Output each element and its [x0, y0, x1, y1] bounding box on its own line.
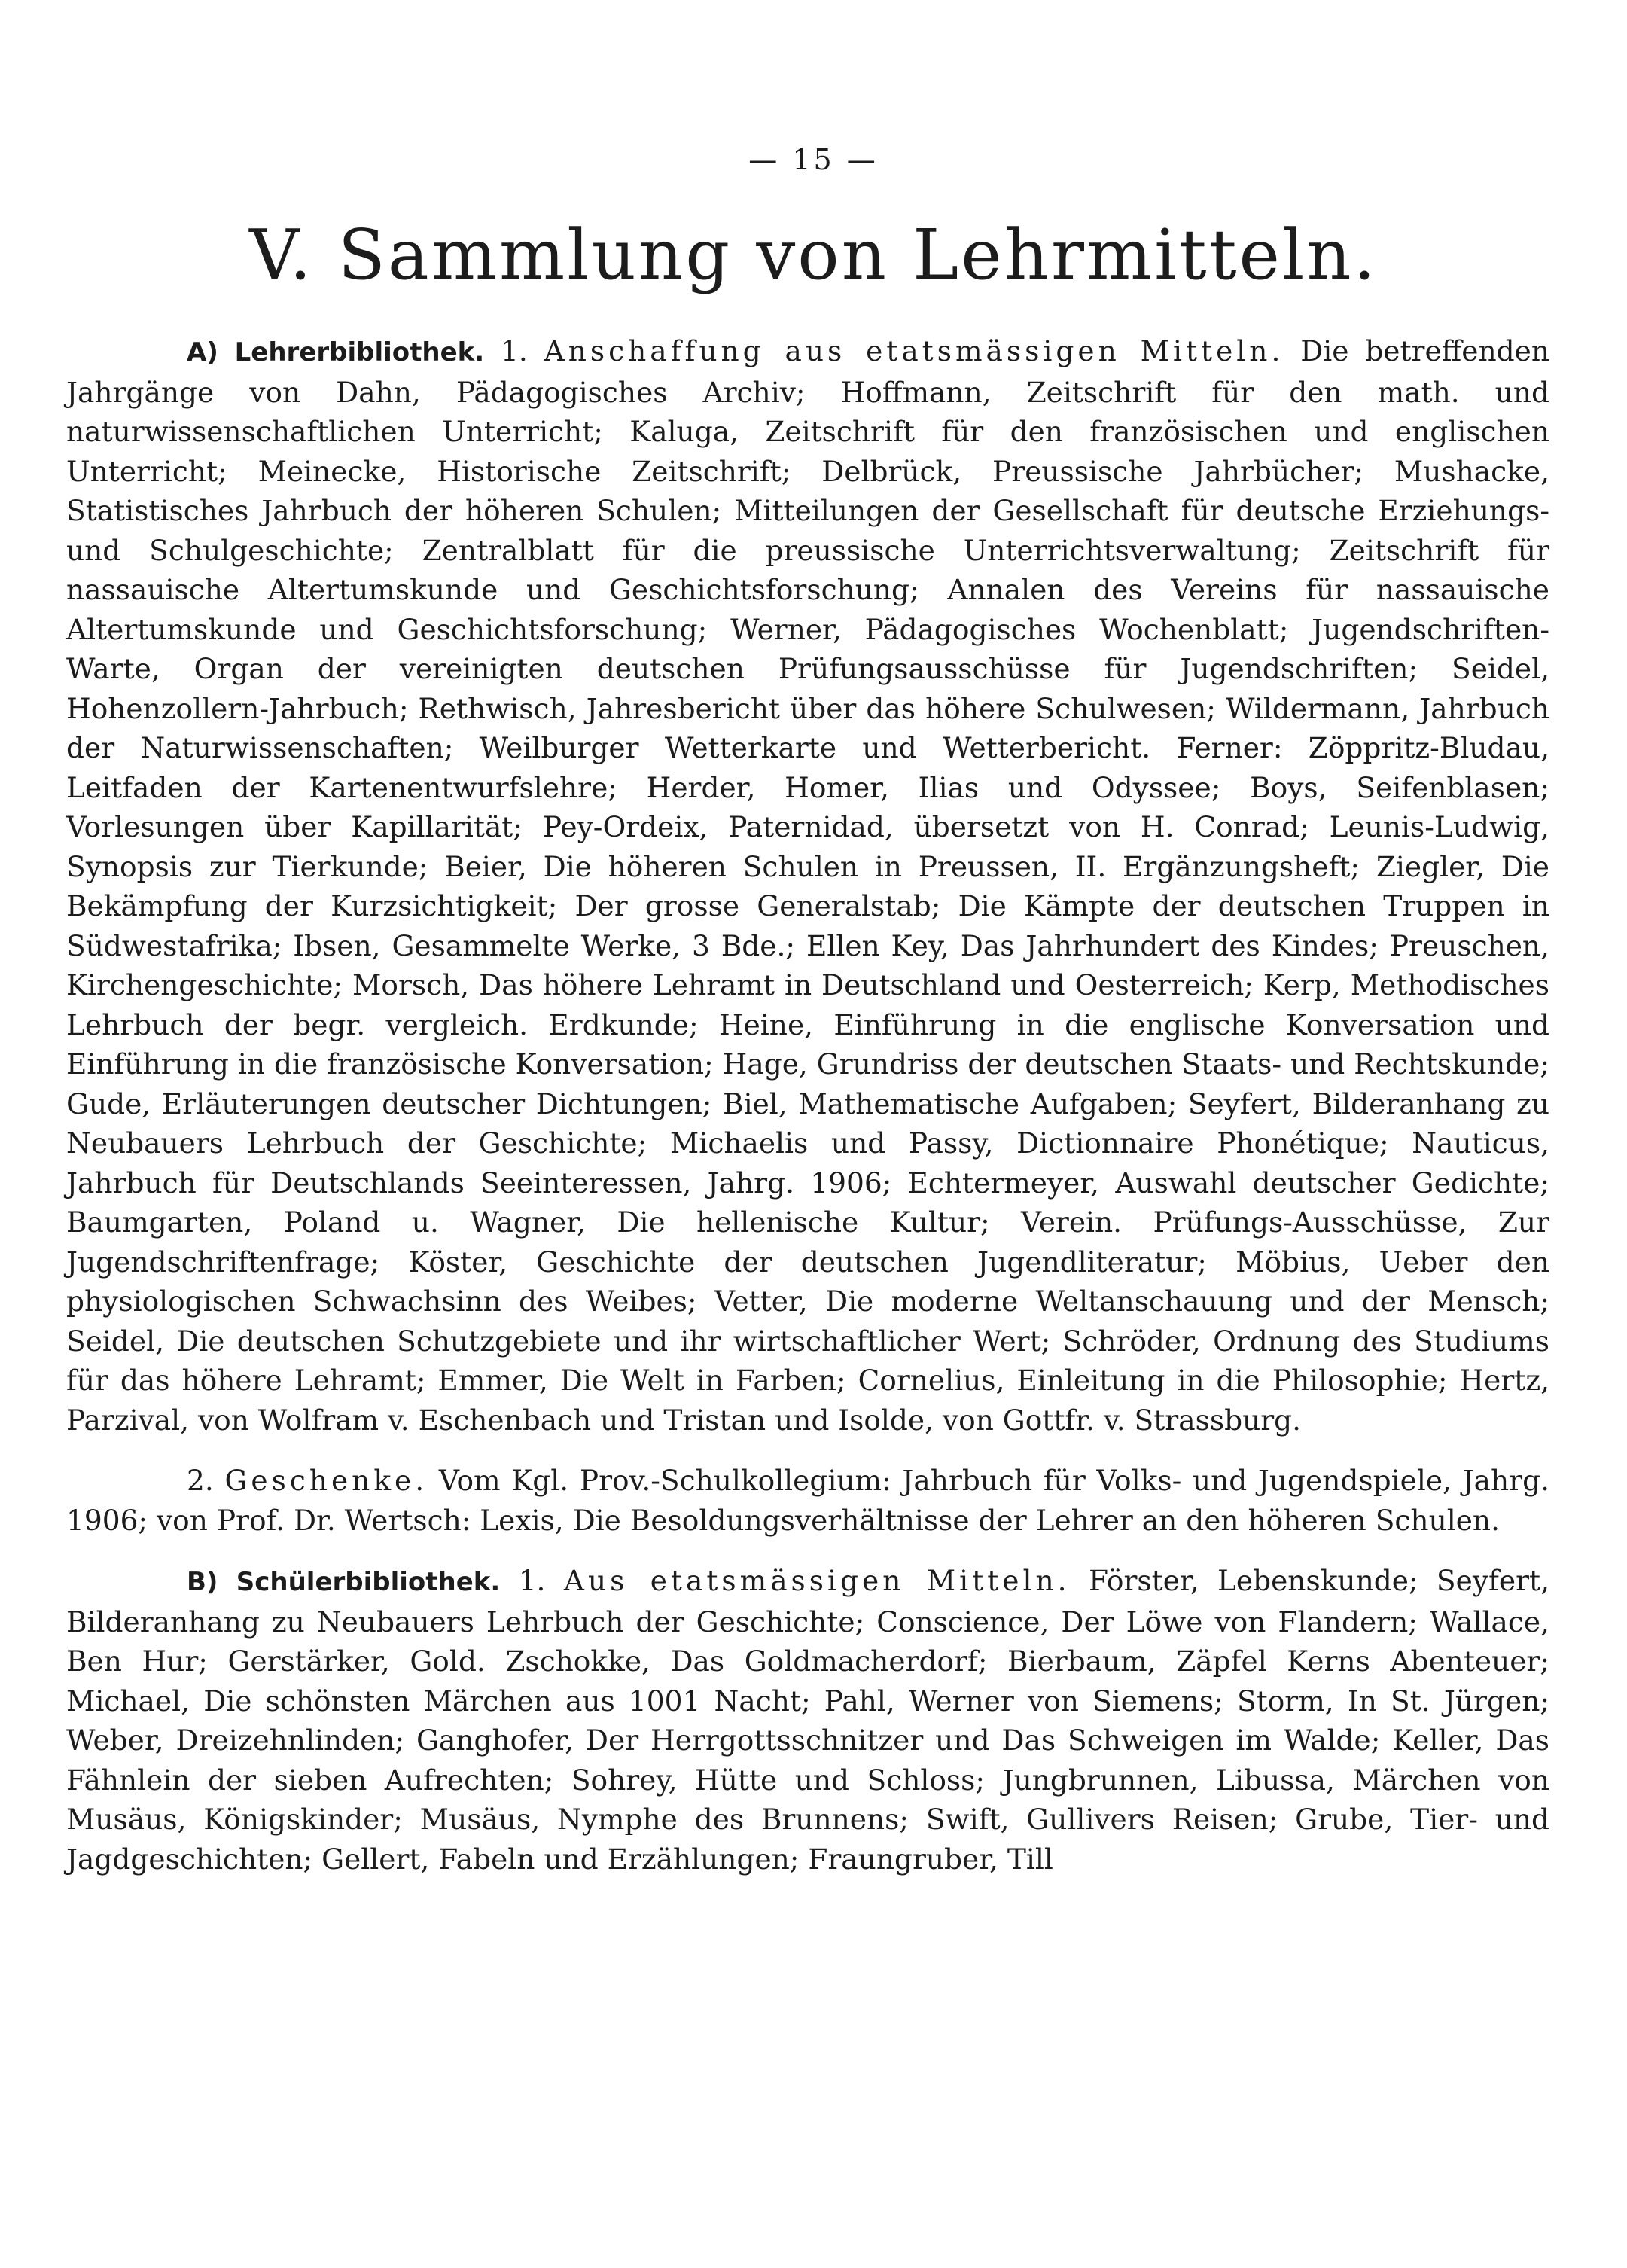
section-b-item-1-number: 1. [518, 1564, 546, 1597]
section-a-item-2-text: Vom Kgl. Prov.-Schulkollegium: Jahrbuch für Volks- und Jugendspiele, Jahrg. 1906; von Prof. Dr. Wertsch: Lexis, Die Besoldungsverhältnisse der Lehrer an den höheren Schulen. [66, 1464, 1549, 1537]
body-text [66, 331, 1549, 1879]
section-a-paragraph-2 [66, 1461, 1549, 1540]
section-b-item-1-text: Förster, Lebenskunde; Seyfert, Bilderanhang zu Neubauers Lehrbuch der Geschichte; Conscience, Der Löwe von Flandern; Wallace, Ben Hur; Gerstärker, Gold. Zschokke, Das Goldmacherdorf; Bierbaum, Zäpfel Kerns Abenteuer; Michael, Die schönsten Märchen aus 1001 Nacht; Pahl, Werner von Siemens; Storm, In St. Jürgen; Weber, Dreizehnlinden; Ganghofer, Der Herrgottsschnitzer und Das Schweigen im Walde; Keller, Das Fähnlein der sieben Aufrechten; Sohrey, Hütte und Schloss; Jungbrunnen, Libussa, Märchen von Musäus, Königskinder; Musäus, Nymphe des Brunnens; Swift, Gullivers Reisen; Grube, Tier- und Jagdgeschichten; Gellert, Fabeln und Erzählungen; Fraungruber, Till [66, 1564, 1549, 1876]
section-a-item-2-number: 2. [187, 1464, 214, 1497]
section-b-paragraph-1 [66, 1561, 1549, 1879]
section-a-item-1-text: Die betreffenden Jahrgänge von Dahn, Pädagogisches Archiv; Hoffmann, Zeitschrift für den math. und naturwissenschaftlichen Unterricht; Kaluga, Zeitschrift für den französischen und englischen Unterricht; Meinecke, Historische Zeitschrift; Delbrück, Preussische Jahrbücher; Mushacke, Statistisches Jahrbuch der höheren Schulen; Mitteilungen der Gesellschaft für deutsche Erziehungs- und Schulgeschichte; Zentralblatt für die preussische Unterrichtsverwaltung; Zeitschrift für nassauische Altertumskunde und Geschichtsforschung; Annalen des Vereins für nassauische Altertumskunde und Geschichtsforschung; Werner, Pädagogisches Wochenblatt; Jugendschriften-Warte, Organ der vereinigten deutschen Prüfungsausschüsse für Jugendschriften; Seidel, Hohenzollern-Jahrbuch; Rethwisch, Jahresbericht über das höhere Schulwesen; Wildermann, Jahrbuch der Naturwissenschaften; Weilburger Wetterkarte und Wetterbericht. Ferner: Zöppritz-Bludau, Leitfaden der Kartenentwurfslehre; Herder, Homer, Ilias und Odyssee; Boys, Seifenblasen; Vorlesungen über Kapillarität; Pey-Ordeix, Paternidad, übersetzt von H. Conrad; Leunis-Ludwig, Synopsis zur Tierkunde; Beier, Die höheren Schulen in Preussen, II. Ergänzungsheft; Ziegler, Die Bekämpfung der Kurzsichtigkeit; Der grosse Generalstab; Die Kämpte der deutschen Truppen in Südwestafrika; Ibsen, Gesammelte Werke, 3 Bde.; Ellen Key, Das Jahrhundert des Kindes; Preuschen, Kirchengeschichte; Morsch, Das höhere Lehramt in Deutschland und Oesterreich; Kerp, Methodisches Lehrbuch der begr. vergleich. Erdkunde; Heine, Einführung in die englische Konversation und Einführung in die französische Konversation; Hage, Grundriss der deutschen Staats- und Rechtskunde; Gude, Erläuterungen deutscher Dichtungen; Biel, Mathematische Aufgaben; Seyfert, Bilderanhang zu Neubauers Lehrbuch der Geschichte; Michaelis und Passy, Dictionnaire Phonétique; Nauticus, Jahrbuch für Deutschlands Seeinteressen, Jahrg. 1906; Echtermeyer, Auswahl deutscher Gedichte; Baumgarten, Poland u. Wagner, Die hellenische Kultur; Verein. Prüfungs-Ausschüsse, Zur Jugendschriftenfrage; Köster, Geschichte der deutschen Jugendliteratur; Möbius, Ueber den physiologischen Schwachsinn des Weibes; Vetter, Die moderne Weltanschauung und der Mensch; Seidel, Die deutschen Schutzgebiete und ihr wirtschaftlicher Wert; Schröder, Ordnung des Studiums für das höhere Lehramt; Emmer, Die Welt in Farben; Cornelius, Einleitung in die Philosophie; Hertz, Parzival, von Wolfram v. Eschenbach und Tristan und Isolde, von Gottfr. v. Strassburg. [66, 334, 1549, 1437]
section-a-item-2-label: Geschenke. [224, 1464, 428, 1497]
page-number: — 15 — [748, 143, 879, 176]
section-a-heading: A) Lehrerbibliothek. [187, 337, 485, 367]
section-a-item-1-number: 1. [501, 334, 528, 367]
chapter-title: V. Sammlung von Lehrmitteln. [249, 215, 1378, 295]
section-a-paragraph-1 [66, 331, 1549, 1440]
section-b-item-1-label: Aus etatsmässigen Mitteln. [563, 1564, 1071, 1597]
section-b-heading: B) Schülerbibliothek. [187, 1567, 501, 1597]
section-a-item-1-label: Anschaffung aus etatsmässigen Mitteln. [544, 334, 1284, 367]
